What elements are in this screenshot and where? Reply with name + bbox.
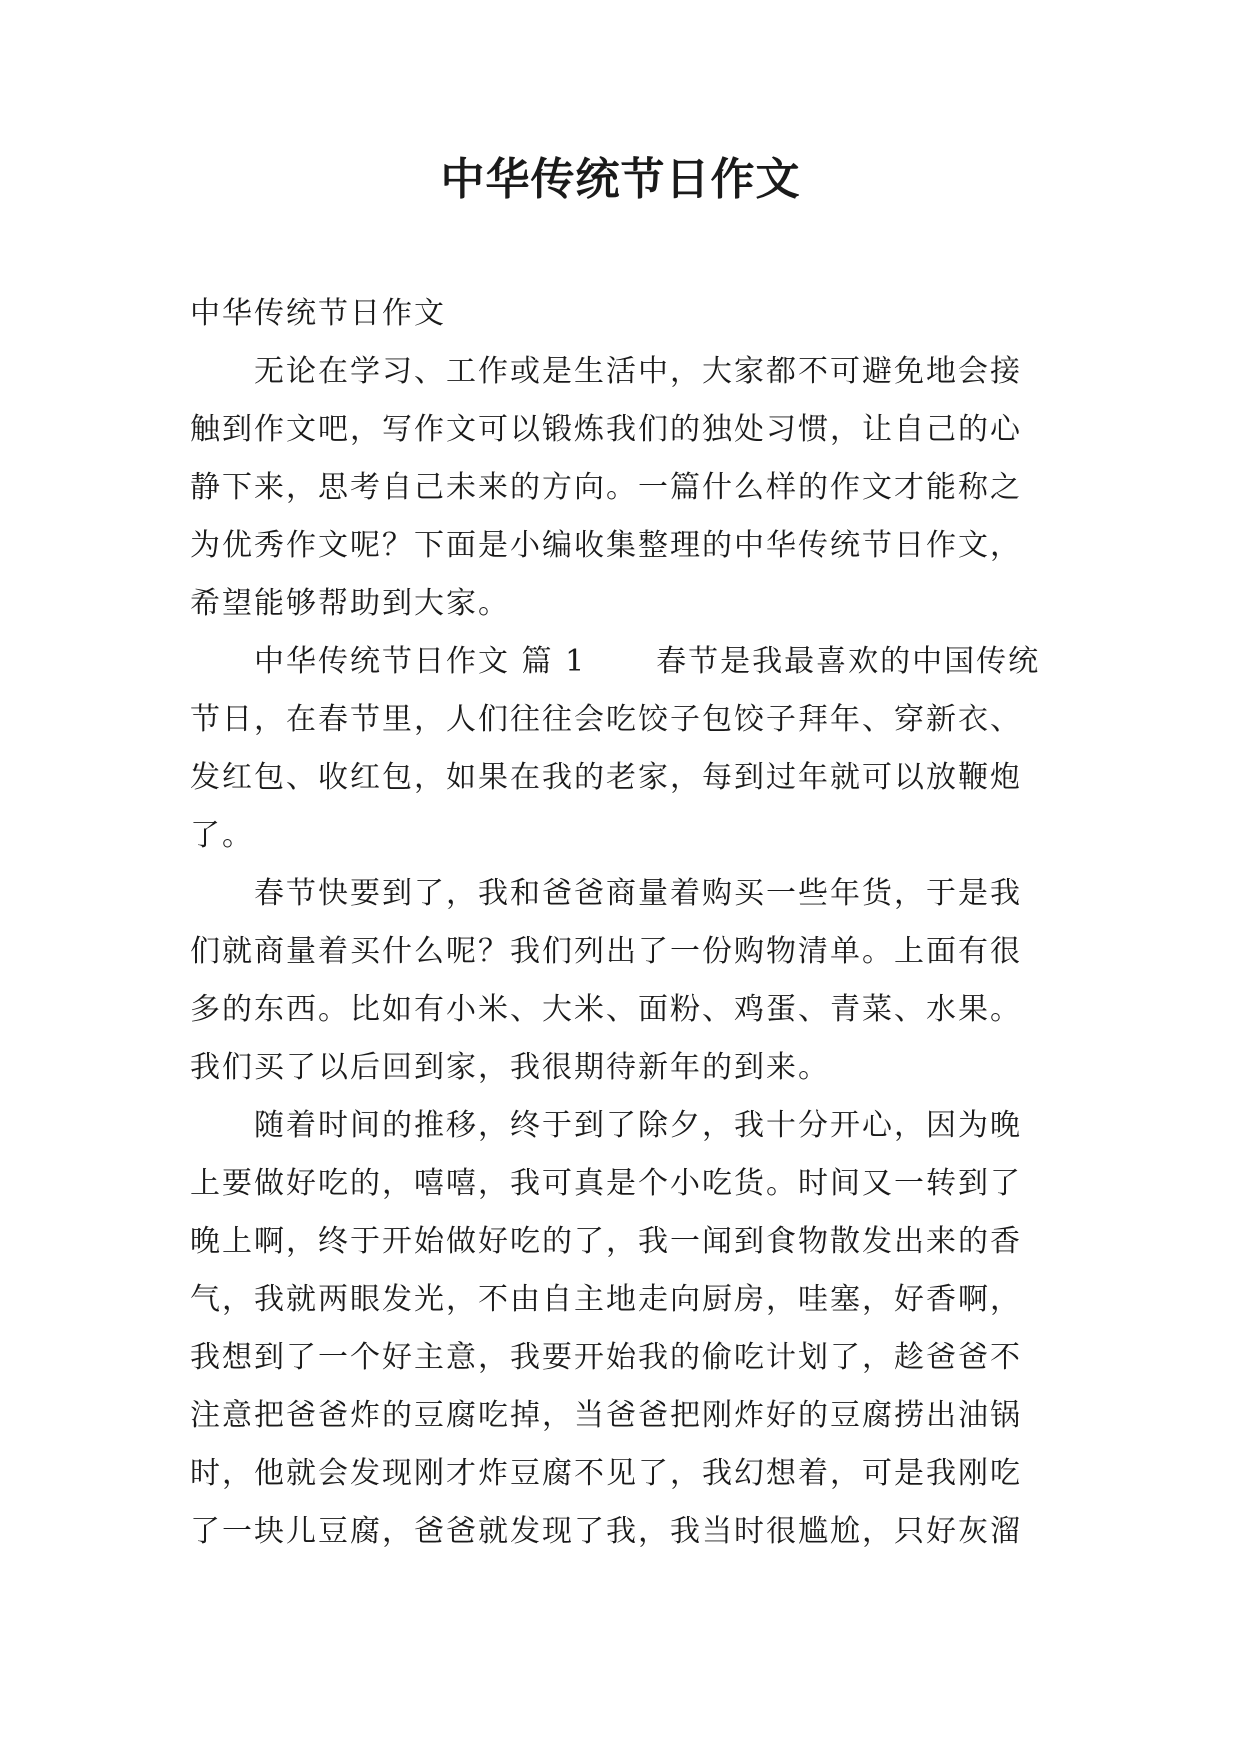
paragraph-2: 春节快要到了，我和爸爸商量着购买一些年货，于是我们就商量着买什么呢？我们列出了一份购物清单。上面有很多的东西。比如有小米、大米、面粉、鸡蛋、青菜、水果。我们买了以后回到家，我很期待新年的到来。 <box>190 876 1022 1085</box>
intro-paragraph: 无论在学习、工作或是生活中，大家都不可避免地会接触到作文吧，写作文可以锻炼我们的独处习惯，让自己的心静下来，思考自己未来的方向。一篇什么样的作文才能称之为优秀作文呢？下面是小编收集整理的中华传统节日作文，希望能够帮助到大家。 <box>190 354 1022 621</box>
paragraph-3: 随着时间的推移，终于到了除夕，我十分开心，因为晚上要做好吃的，嘻嘻，我可真是个小吃货。时间又一转到了晚上啊，终于开始做好吃的了，我一闻到食物散发出来的香气，我就两眼发光，不由自主地走向厨房，哇塞，好香啊，我想到了一个好主意，我要开始我的偷吃计划了，趁爸爸不注意把爸爸炸的豆腐吃掉，当爸爸把刚炸好的豆腐捞出油锅时，他就会发现刚才炸豆腐不见了，我幻想着，可是我刚吃了一块儿豆腐，爸爸就发现了我，我当时很尴尬，只好灰溜 <box>190 1108 1022 1549</box>
document-body <box>190 285 1050 1561</box>
section-1-paragraph <box>190 633 1050 865</box>
document-title: 中华传统节日作文 <box>440 154 801 205</box>
section-first-text: 春节是我最喜欢的中国传统节日，在春节里，人们往往会吃饺子包饺子拜年、穿新衣、发红包、收红包，如果在我的老家，每到过年就可以放鞭炮了。 <box>190 644 1041 853</box>
section-heading: 中华传统节日作文 篇 1 <box>254 644 587 679</box>
subtitle: 中华传统节日作文 <box>190 296 446 331</box>
